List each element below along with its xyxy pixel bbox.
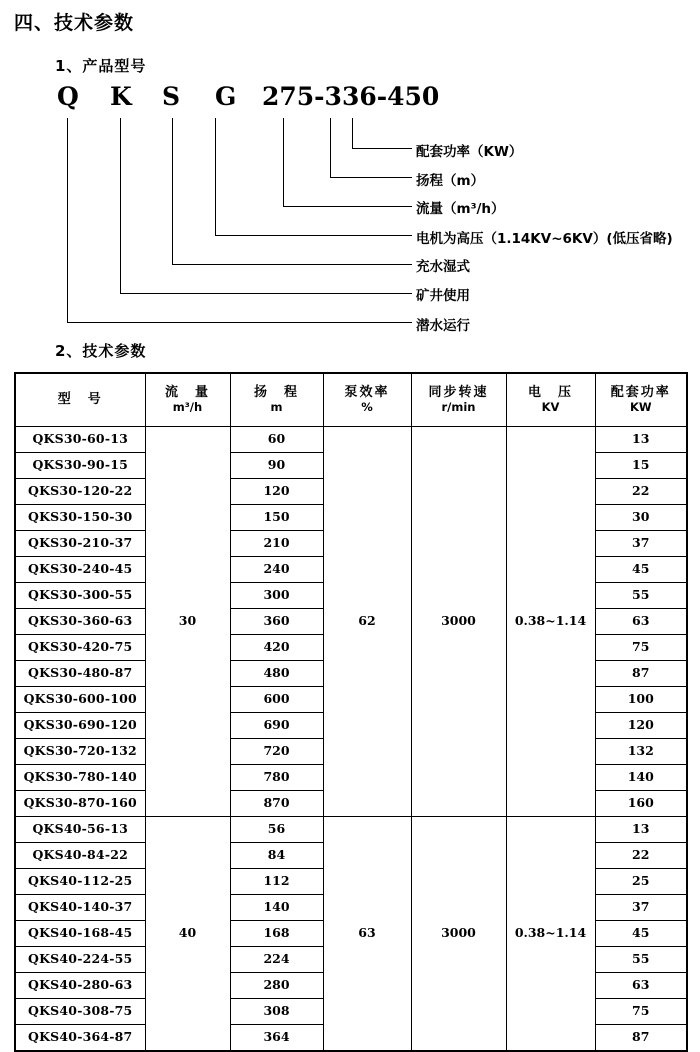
col-header-voltage	[506, 373, 595, 427]
col-header-head-unit: m	[270, 399, 283, 414]
leader-line-submersible	[67, 118, 68, 322]
col-header-speed-main: 同步转速	[428, 384, 489, 400]
table-row	[15, 817, 687, 843]
cell-head: 224	[230, 947, 323, 973]
leader-line-mine	[120, 118, 121, 293]
cell-model: QKS40-112-25	[15, 869, 145, 895]
cell-model: QKS30-300-55	[15, 583, 145, 609]
cell-power: 45	[595, 921, 687, 947]
cell-flow: 40	[145, 817, 230, 1052]
cell-power: 75	[595, 999, 687, 1025]
note-voltage: 电机为高压（1.14KV~6KV）(低压省略)	[416, 231, 673, 247]
leader-line-head-h	[330, 177, 412, 178]
subsection-title-tech-params: 2、技术参数	[55, 342, 147, 360]
col-header-voltage-unit: KV	[541, 399, 560, 414]
cell-power: 37	[595, 531, 687, 557]
cell-model: QKS40-224-55	[15, 947, 145, 973]
cell-head: 870	[230, 791, 323, 817]
cell-head: 360	[230, 609, 323, 635]
table-body	[15, 427, 687, 1052]
cell-model: QKS30-240-45	[15, 557, 145, 583]
cell-head: 150	[230, 505, 323, 531]
model-code-letter-q: Q	[57, 82, 79, 111]
cell-head: 112	[230, 869, 323, 895]
col-header-head-main: 扬 程	[253, 384, 299, 400]
cell-head: 90	[230, 453, 323, 479]
cell-model: QKS40-140-37	[15, 895, 145, 921]
subsection-title-product-model: 1、产品型号	[55, 57, 147, 75]
cell-head: 300	[230, 583, 323, 609]
cell-head: 210	[230, 531, 323, 557]
cell-power: 140	[595, 765, 687, 791]
cell-power: 13	[595, 427, 687, 453]
model-code-letter-k: K	[110, 82, 132, 111]
cell-model: QKS30-870-160	[15, 791, 145, 817]
col-header-power-unit: KW	[629, 399, 652, 414]
leader-line-voltage	[215, 118, 216, 235]
cell-model: QKS30-600-100	[15, 687, 145, 713]
cell-model: QKS30-210-37	[15, 531, 145, 557]
cell-model: QKS40-308-75	[15, 999, 145, 1025]
leader-line-power	[352, 118, 353, 148]
cell-model: QKS40-364-87	[15, 1025, 145, 1052]
col-header-flow-main: 流 量	[164, 384, 210, 400]
col-header-flow	[145, 373, 230, 427]
spec-table-wrapper	[14, 372, 686, 1052]
cell-power: 87	[595, 661, 687, 687]
cell-power: 120	[595, 713, 687, 739]
cell-model: QKS40-84-22	[15, 843, 145, 869]
note-flow: 流量（m³/h）	[416, 201, 505, 217]
cell-head: 240	[230, 557, 323, 583]
cell-head: 168	[230, 921, 323, 947]
leader-line-voltage-h	[215, 235, 412, 236]
cell-head: 56	[230, 817, 323, 843]
col-header-efficiency-unit: %	[361, 399, 373, 414]
cell-head: 120	[230, 479, 323, 505]
cell-efficiency: 63	[323, 817, 411, 1052]
cell-voltage: 0.38~1.14	[506, 817, 595, 1052]
cell-power: 22	[595, 843, 687, 869]
leader-line-flow-h	[283, 206, 412, 207]
leader-line-head	[330, 118, 331, 177]
cell-head: 780	[230, 765, 323, 791]
cell-head: 84	[230, 843, 323, 869]
cell-speed: 3000	[411, 427, 506, 817]
col-header-efficiency	[323, 373, 411, 427]
cell-power: 37	[595, 895, 687, 921]
table-row	[15, 427, 687, 453]
col-header-voltage-main: 电 压	[527, 384, 573, 400]
leader-line-submersible-h	[67, 322, 412, 323]
cell-head: 480	[230, 661, 323, 687]
cell-power: 25	[595, 869, 687, 895]
cell-model: QKS30-780-140	[15, 765, 145, 791]
col-header-power	[595, 373, 687, 427]
cell-power: 22	[595, 479, 687, 505]
col-header-power-main: 配套功率	[610, 384, 671, 400]
cell-model: QKS40-280-63	[15, 973, 145, 999]
cell-model: QKS40-56-13	[15, 817, 145, 843]
cell-power: 13	[595, 817, 687, 843]
col-header-model-main: 型 号	[57, 391, 103, 407]
cell-head: 308	[230, 999, 323, 1025]
note-wet: 充水湿式	[416, 259, 470, 275]
cell-head: 280	[230, 973, 323, 999]
cell-model: QKS30-420-75	[15, 635, 145, 661]
leader-line-wet-h	[172, 264, 412, 265]
cell-model: QKS30-720-132	[15, 739, 145, 765]
model-code-diagram	[0, 82, 700, 337]
cell-power: 45	[595, 557, 687, 583]
cell-head: 60	[230, 427, 323, 453]
cell-model: QKS30-360-63	[15, 609, 145, 635]
cell-model: QKS30-150-30	[15, 505, 145, 531]
cell-model: QKS30-480-87	[15, 661, 145, 687]
cell-power: 55	[595, 583, 687, 609]
spec-table	[14, 372, 688, 1052]
note-head: 扬程（m）	[416, 173, 485, 189]
leader-line-wet	[172, 118, 173, 264]
col-header-speed	[411, 373, 506, 427]
model-code-numbers: 275-336-450	[262, 82, 440, 111]
page-title: 四、技术参数	[14, 12, 135, 34]
note-submersible: 潜水运行	[416, 318, 470, 334]
cell-power: 63	[595, 973, 687, 999]
cell-power: 132	[595, 739, 687, 765]
col-header-efficiency-main: 泵效率	[344, 384, 390, 400]
cell-voltage: 0.38~1.14	[506, 427, 595, 817]
model-code-letter-s: S	[162, 82, 181, 111]
cell-head: 600	[230, 687, 323, 713]
col-header-speed-unit: r/min	[441, 399, 476, 414]
cell-model: QKS30-120-22	[15, 479, 145, 505]
table-header-row	[15, 373, 687, 427]
cell-head: 720	[230, 739, 323, 765]
cell-head: 690	[230, 713, 323, 739]
note-power: 配套功率（KW）	[416, 144, 523, 160]
cell-power: 15	[595, 453, 687, 479]
note-mine: 矿井使用	[416, 288, 470, 304]
col-header-model	[15, 373, 145, 427]
cell-power: 160	[595, 791, 687, 817]
cell-power: 63	[595, 609, 687, 635]
cell-head: 140	[230, 895, 323, 921]
cell-power: 100	[595, 687, 687, 713]
col-header-head	[230, 373, 323, 427]
cell-speed: 3000	[411, 817, 506, 1052]
leader-line-flow	[283, 118, 284, 206]
col-header-flow-unit: m³/h	[172, 399, 203, 414]
cell-power: 87	[595, 1025, 687, 1052]
cell-power: 55	[595, 947, 687, 973]
leader-line-mine-h	[120, 293, 412, 294]
cell-model: QKS30-690-120	[15, 713, 145, 739]
leader-line-power-h	[352, 148, 412, 149]
cell-efficiency: 62	[323, 427, 411, 817]
cell-power: 30	[595, 505, 687, 531]
cell-model: QKS40-168-45	[15, 921, 145, 947]
cell-model: QKS30-60-13	[15, 427, 145, 453]
cell-model: QKS30-90-15	[15, 453, 145, 479]
cell-flow: 30	[145, 427, 230, 817]
cell-power: 75	[595, 635, 687, 661]
model-code-letter-g: G	[215, 82, 237, 111]
cell-head: 420	[230, 635, 323, 661]
cell-head: 364	[230, 1025, 323, 1052]
